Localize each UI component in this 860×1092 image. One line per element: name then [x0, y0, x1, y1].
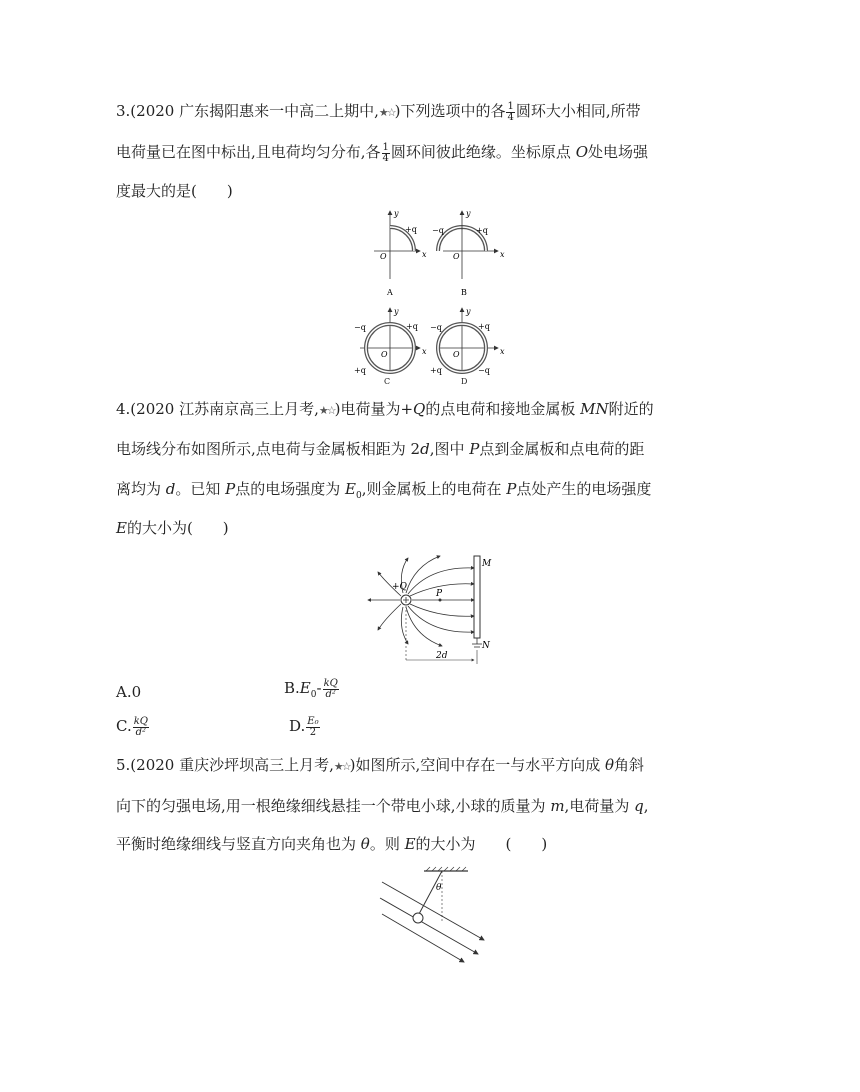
angle-symbol: θ: [605, 756, 615, 774]
plate-m-label: M: [482, 559, 492, 569]
charge-symbol: q: [634, 797, 644, 815]
charge-label: +q: [430, 366, 442, 375]
frac-num: kQ: [133, 715, 148, 727]
q5-text: 。则: [369, 835, 405, 853]
frac-num: kQ: [323, 677, 338, 689]
quarter-fraction: [506, 102, 514, 123]
q4-text: 附近的: [608, 400, 654, 418]
q3-source: 3.(2020 广东揭阳惠来一中高二上期中,: [116, 102, 379, 120]
q4-text: 。已知: [175, 480, 226, 498]
difficulty-stars-icon: ★☆: [318, 404, 335, 417]
option-c: [116, 716, 150, 738]
kq-fraction: [133, 717, 149, 738]
diagram-a: [374, 209, 427, 297]
option-label-c: C: [384, 377, 391, 386]
minus-sign: -: [316, 679, 322, 697]
q5-text: 的大小为 ( ): [415, 835, 548, 853]
x-axis-label: x: [422, 347, 427, 356]
diagram-b: [432, 209, 505, 297]
diagram-c: [354, 307, 427, 375]
distance-label: 2d: [436, 651, 448, 661]
diagram-d: [430, 307, 505, 375]
charge-label: +q: [354, 366, 366, 375]
frac-num: 1: [507, 100, 514, 112]
point-symbol: P: [506, 480, 517, 498]
option-d: [289, 716, 321, 738]
charge-label: +q: [406, 322, 418, 331]
origin-label: O: [380, 252, 387, 261]
q5-figure: [374, 868, 494, 968]
q4-text: 的大小为( ): [126, 519, 229, 537]
field-symbol: E: [404, 835, 416, 853]
x-axis-label: x: [422, 250, 427, 259]
q4-line-4: [116, 518, 229, 538]
origin-label: O: [453, 350, 460, 359]
charge-symbol: Q: [413, 400, 426, 418]
q5-text: ,电荷量为: [564, 797, 635, 815]
q5-text: 向下的匀强电场,用一根绝缘细线悬挂一个带电小球,小球的质量为: [116, 797, 551, 815]
y-axis-label: y: [466, 307, 471, 316]
q3-text: 圆环大小相同,所带: [515, 102, 641, 120]
frac-den: d²: [325, 688, 336, 700]
q3-text: 电荷量已在图中标出,且电荷均匀分布,各: [116, 143, 381, 161]
q3-line-2: [116, 142, 648, 164]
frac-den: 4: [507, 111, 514, 123]
q4-line-1: [116, 399, 654, 421]
q3-line-3: [116, 181, 233, 201]
plate-symbol: MN: [580, 400, 609, 418]
origin-symbol: O: [575, 143, 589, 161]
frac-num: E₀: [307, 715, 319, 727]
q4-source: 4.(2020 江苏南京高三上月考,: [116, 400, 319, 418]
q3-figure: [350, 205, 525, 375]
distance-symbol: d: [420, 440, 430, 458]
q3-text: )下列选项中的各: [394, 102, 506, 120]
field-symbol: E: [345, 480, 356, 498]
charge-label: −q: [354, 323, 366, 332]
charge-label: +q: [405, 225, 417, 234]
angle-symbol: θ: [360, 835, 370, 853]
distance-symbol: d: [165, 480, 176, 498]
q5-line-2: [116, 796, 648, 816]
point-symbol: P: [225, 480, 236, 498]
q5-text: )如图所示,空间中存在一与水平方向成: [349, 756, 605, 774]
q5-source: 5.(2020 重庆沙坪坝高三上月考,: [116, 756, 334, 774]
q3-text: 度最大的是( ): [116, 182, 233, 200]
option-b-prefix: B.: [284, 679, 300, 697]
charge-label: −q: [432, 226, 444, 235]
q4-text: 离均为: [116, 480, 166, 498]
charge-label: −q: [478, 366, 490, 375]
q4-text: 点处产生的电场强度: [516, 480, 652, 498]
q5-text: 平衡时绝缘细线与竖直方向夹角也为: [116, 835, 361, 853]
q4-text: ,图中: [429, 440, 470, 458]
half-fraction: [306, 717, 319, 738]
charge-label: +q: [476, 226, 488, 235]
field-subscript: 0: [310, 690, 317, 700]
q4-text: )电荷量为+: [334, 400, 414, 418]
q4-text: 点到金属板和点电荷的距: [479, 440, 645, 458]
point-symbol: P: [469, 440, 480, 458]
q4-text: ,则金属板上的电荷在: [361, 480, 507, 498]
x-axis-label: x: [500, 250, 505, 259]
difficulty-stars-icon: ★☆: [333, 760, 350, 773]
option-d-prefix: D.: [289, 717, 306, 735]
origin-label: O: [381, 350, 388, 359]
field-symbol: E: [116, 519, 127, 537]
y-axis-label: y: [394, 307, 399, 316]
frac-den: d²: [135, 726, 147, 738]
charge-label: +q: [478, 322, 490, 331]
charge-label: −q: [430, 323, 442, 332]
q5-text: 角斜: [614, 756, 645, 774]
q3-text: 圆环间彼此绝缘。坐标原点: [390, 143, 576, 161]
option-label-a: A: [387, 288, 393, 297]
q3-text: 处电场强: [588, 143, 649, 161]
y-axis-label: y: [394, 209, 399, 218]
option-a: [116, 682, 141, 702]
q4-text: 点的电场强度为: [235, 480, 346, 498]
q4-text: 电场线分布如图所示,点电荷与金属板相距为 2: [116, 440, 421, 458]
charge-label: +Q: [392, 582, 407, 592]
option-c-prefix: C.: [116, 717, 132, 735]
field-symbol: E: [299, 679, 311, 697]
y-axis-label: y: [466, 209, 471, 218]
field-subscript: 0: [356, 491, 362, 501]
option-label-d: D: [461, 377, 468, 386]
theta-label: θ: [436, 883, 442, 893]
plate-n-label: N: [482, 641, 490, 651]
option-label-b: B: [461, 288, 467, 297]
frac-den: 4: [382, 152, 389, 164]
frac-den: 2: [309, 726, 317, 738]
q5-line-1: [116, 755, 644, 777]
q4-line-2: [116, 439, 644, 459]
option-a-text: A.0: [116, 683, 142, 701]
q3-line-1: [116, 101, 641, 123]
quarter-fraction: [382, 143, 390, 164]
q5-text: ,: [643, 797, 649, 815]
difficulty-stars-icon: ★☆: [378, 106, 395, 119]
q5-line-3: [116, 834, 547, 854]
q4-line-3: [116, 479, 651, 506]
point-p-label: P: [436, 589, 443, 599]
frac-num: 1: [382, 141, 389, 153]
kq-fraction: [323, 679, 339, 700]
option-b: [284, 678, 340, 705]
x-axis-label: x: [500, 347, 505, 356]
mass-symbol: m: [550, 797, 565, 815]
q4-figure: [360, 552, 500, 672]
q4-text: 的点电荷和接地金属板: [425, 400, 581, 418]
origin-label: O: [453, 252, 460, 261]
